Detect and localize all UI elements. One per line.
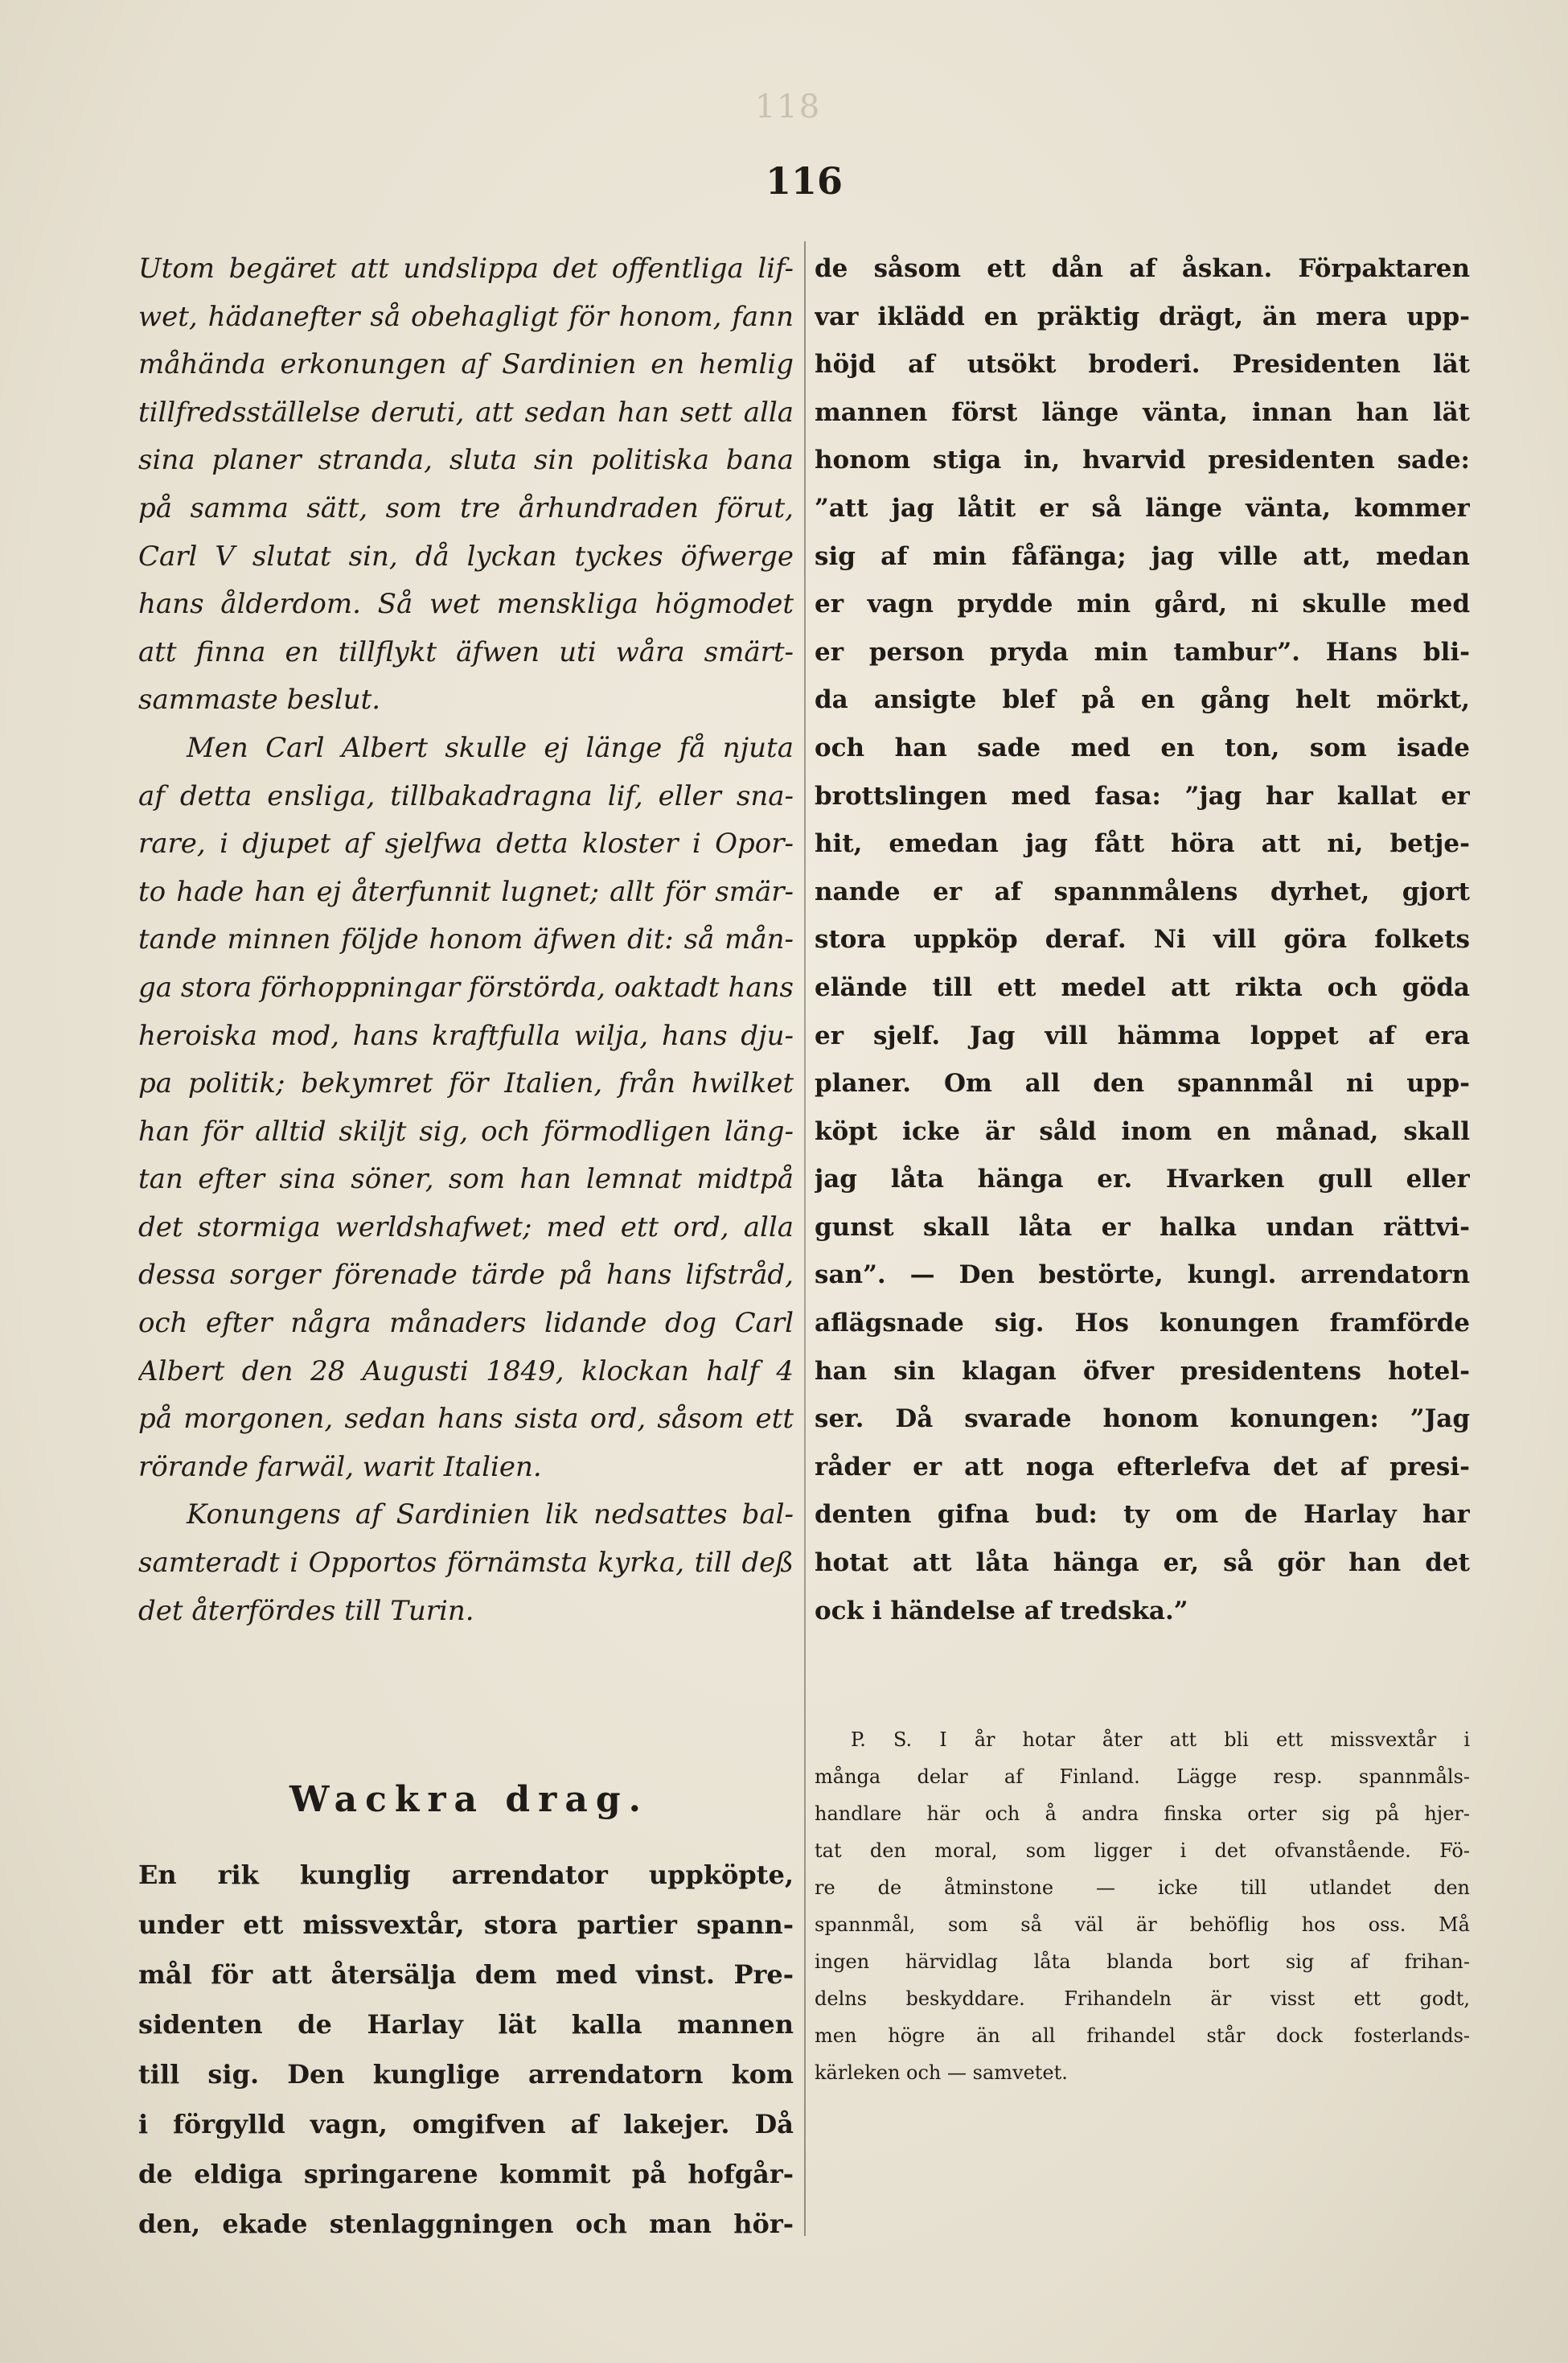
text-line: ”att jag låtit er så länge vänta, kommer (815, 493, 1470, 523)
text-line: delns beskyddare. Frihandeln är visst ett godt, (815, 1987, 1470, 2010)
text-line: den, ekade stenlaggningen och man hör- (138, 2209, 794, 2239)
text-line: dessa sorger förenade tärde på hans lifstråd, (138, 1259, 794, 1292)
article-body-start (138, 1850, 794, 2249)
text-line: af detta ensliga, tillbakadragna lif, eller sna- (138, 779, 794, 812)
text-line: tande minnen följde honom äfwen dit: så mån- (138, 923, 794, 956)
text-line: måhända erkonungen af Sardinien en hemlig (138, 348, 794, 381)
article-heading: Wackra drag. (289, 1779, 649, 1820)
text-line: köpt icke är såld inom en månad, skall (815, 1116, 1470, 1146)
column-divider (804, 241, 806, 2236)
text-line: ock i händelse af tredska.” (815, 1596, 1188, 1625)
text-line: många delar af Finland. Lägge resp. spannmåls- (815, 1765, 1470, 1788)
text-line: han för alltid skiljt sig, och förmodligen läng- (138, 1115, 794, 1148)
text-line: wet, hädanefter så obehagligt för honom, fann (138, 300, 794, 333)
text-line: denten gifna bud: ty om de Harlay har (815, 1500, 1470, 1530)
text-line: under ett missvextår, stora partier spann- (138, 1909, 794, 1940)
text-line: det återfördes till Turin. (138, 1594, 474, 1627)
text-line: spannmål, som så väl är behöflig hos oss. Må (815, 1913, 1470, 1936)
text-line: sidenten de Harlay lät kalla mannen (138, 2009, 794, 2040)
text-line: var iklädd en präktig drägt, än mera upp- (815, 302, 1470, 331)
text-line: hit, emedan jag fått höra att ni, betje- (815, 829, 1470, 859)
text-line: gunst skall låta er halka undan rättvi- (815, 1212, 1470, 1242)
text-line: de eldiga springarene kommit på hofgår- (138, 2159, 794, 2189)
text-line: ser. Då svarade honom konungen: ”Jag (815, 1404, 1470, 1434)
text-line: sig af min fåfänga; jag ville att, medan (815, 541, 1470, 571)
text-line: ingen härvidlag låta blanda bort sig af frihan- (815, 1950, 1470, 1973)
text-line: da ansigte blef på en gång helt mörkt, (815, 685, 1470, 715)
text-line: heroiska mod, hans kraftfulla wilja, hans dju- (138, 1019, 794, 1052)
text-line: to hade han ej återfunnit lugnet; allt för smär- (138, 875, 794, 908)
text-line: pa politik; bekymret för Italien, från hwilket (138, 1067, 794, 1100)
text-line: hans ålderdom. Så wet menskliga högmodet (138, 588, 794, 621)
text-line: handlare här och å andra finska orter sig på hjer- (815, 1802, 1470, 1825)
text-line: mannen först länge vänta, innan han lät (815, 397, 1470, 427)
text-line: En rik kunglig arrendator uppköpte, (138, 1860, 794, 1890)
text-line: rörande farwäl, warit Italien. (138, 1450, 542, 1483)
text-line: sammaste beslut. (138, 684, 381, 717)
text-line: planer. Om all den spannmål ni upp- (815, 1069, 1470, 1099)
text-line: Men Carl Albert skulle ej länge få njuta (187, 731, 794, 764)
text-line: det stormiga werldshafwet; med ett ord, alla (138, 1210, 794, 1243)
text-line: tillfredsställelse deruti, att sedan han sett alla (138, 396, 794, 429)
text-line: till sig. Den kunglige arrendatorn kom (138, 2059, 794, 2090)
text-line: och han sade med en ton, som isade (815, 733, 1470, 762)
text-line: san”. — Den bestörte, kungl. arrendatorn (815, 1260, 1470, 1290)
text-line: men högre än all frihandel står dock fosterlands- (815, 2024, 1470, 2047)
text-line: brottslingen med fasa: ”jag har kallat er (815, 781, 1470, 811)
text-line: på samma sätt, som tre århundraden förut, (138, 491, 794, 524)
text-line: aflägsnade sig. Hos konungen framförde (815, 1309, 1470, 1338)
text-line: re de åtminstone — icke till utlandet den (815, 1876, 1470, 1899)
text-line: de såsom ett dån af åskan. Förpaktaren (815, 254, 1470, 283)
text-line: stora uppköp deraf. Ni vill göra folkets (815, 925, 1470, 955)
text-line: råder er att noga efterlefva det af presi- (815, 1452, 1470, 1481)
text-line: nande er af spannmålens dyrhet, gjort (815, 877, 1470, 906)
right-column-text (815, 245, 1470, 1635)
text-line: samteradt i Opportos förnämsta kyrka, till deß (138, 1547, 794, 1580)
text-line: kärleken och — samvetet. (815, 2061, 1068, 2084)
text-line: ga stora förhoppningar förstörda, oaktadt hans (138, 971, 794, 1004)
page-number: 116 (765, 159, 844, 203)
text-line: Konungens af Sardinien lik nedsattes bal- (187, 1498, 794, 1531)
text-line: er vagn prydde min gård, ni skulle med (815, 590, 1470, 619)
text-line: att finna en tillflykt äfwen uti wåra smärt- (138, 635, 794, 668)
text-line: sina planer stranda, sluta sin politiska bana (138, 444, 794, 477)
left-column-text (138, 245, 794, 1635)
text-line: och efter några månaders lidande dog Carl (138, 1307, 794, 1340)
text-line: er sjelf. Jag vill hämma loppet af era (815, 1021, 1470, 1050)
text-line: honom stiga in, hvarvid presidenten sade: (815, 446, 1470, 475)
text-line: Utom begäret att undslippa det offentliga lif- (138, 253, 794, 285)
text-line: rare, i djupet af sjelfwa detta kloster i Opor- (138, 828, 794, 861)
text-line: elände till ett medel att rikta och göda (815, 972, 1470, 1002)
text-line: på morgonen, sedan hans sista ord, såsom ett (138, 1403, 794, 1436)
text-line: Carl V slutat sin, då lyckan tyckes öfwerge (138, 540, 794, 573)
text-line: er person pryda min tambur”. Hans bli- (815, 637, 1470, 667)
text-line: han sin klagan öfver presidentens hotel- (815, 1356, 1470, 1386)
postscript-note (815, 1721, 1470, 2091)
text-line: jag låta hänga er. Hvarken gull eller (815, 1165, 1470, 1194)
text-line: mål för att återsälja dem med vinst. Pre- (138, 1959, 794, 1990)
text-line: tan efter sina söner, som han lemnat midtpå (138, 1163, 794, 1196)
text-line: Albert den 28 Augusti 1849, klockan half 4 (138, 1354, 794, 1387)
text-line: i förgylld vagn, omgifven af lakejer. Då (138, 2109, 794, 2139)
text-line: hotat att låta hänga er, så gör han det (815, 1548, 1470, 1578)
text-line: höjd af utsökt broderi. Presidenten lät (815, 350, 1470, 380)
text-line: tat den moral, som ligger i det ofvanstående. Fö- (815, 1839, 1470, 1862)
text-line: P. S. I år hotar åter att bli ett missvextår i (851, 1728, 1470, 1751)
bleed-through-text: 118 (754, 88, 822, 125)
